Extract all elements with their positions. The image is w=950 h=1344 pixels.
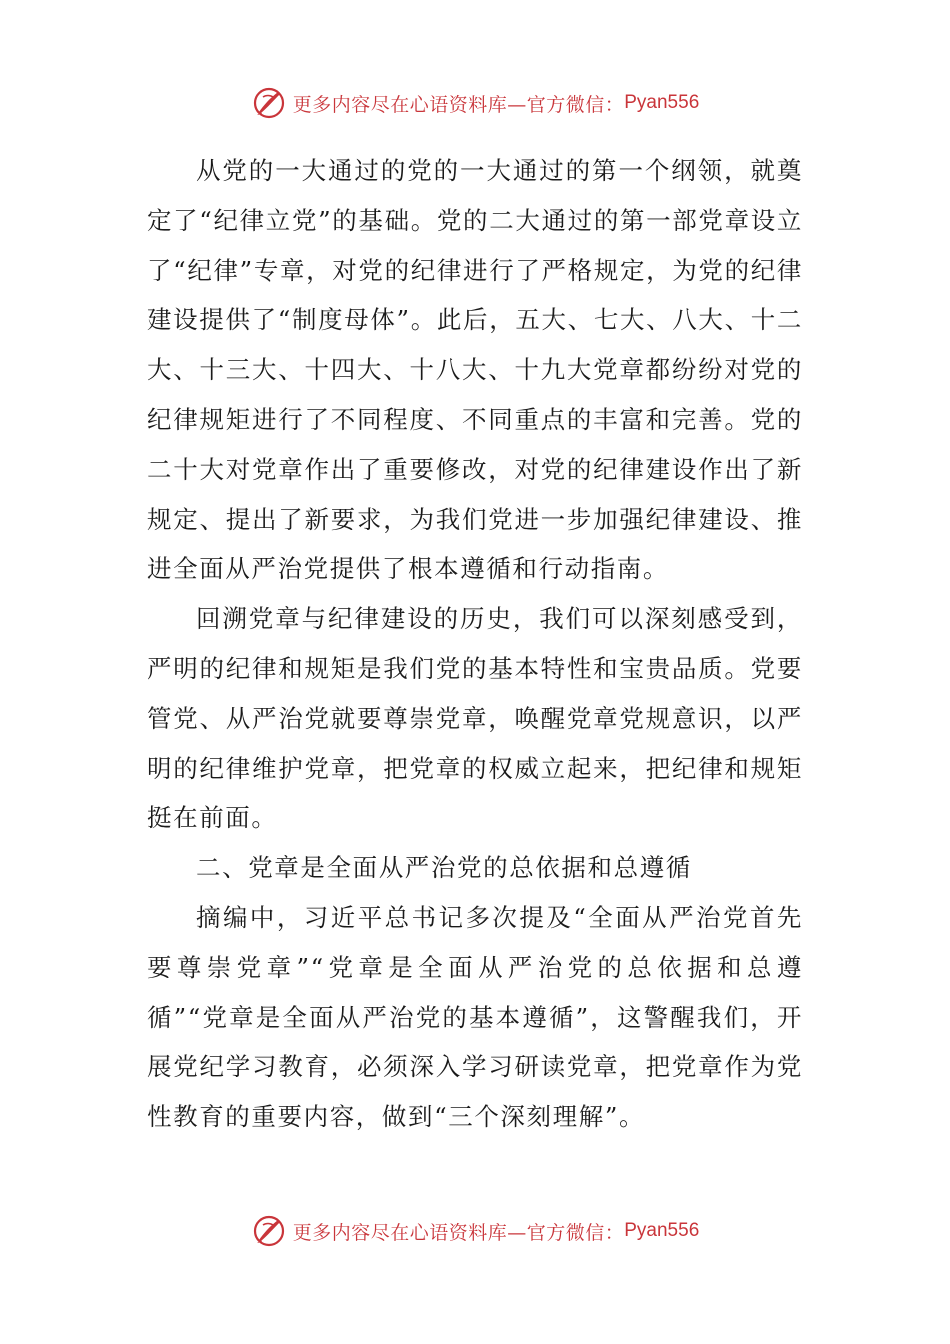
pen-circle-logo-icon	[251, 1213, 287, 1249]
paragraph-2: 回溯党章与纪律建设的历史，我们可以深刻感受到，严明的纪律和规矩是我们党的基本特性和宝贵品质。党要管党、从严治党就要尊崇党章，唤醒党章党规意识，以严明的纪律维护党章，把党章的权威立起来，把纪律和规矩挺在前面。	[147, 604, 803, 833]
watermark-text: 更多内容尽在心语资料库—官方微信：	[292, 93, 625, 116]
paragraph-3: 摘编中，习近平总书记多次提及“全面从严治党首先要尊崇党章”“党章是全面从严治党的总依据和总遵循”“党章是全面从严治党的基本遵循”，这警醒我们，开展党纪学习教育，必须深入学习研读党章，把党章作为党性教育的重要内容，做到“三个深刻理解”。	[147, 902, 803, 1132]
document-body	[147, 146, 803, 1142]
paragraph-1: 从党的一大通过的党的一大通过的第一个纲领，就奠定了“纪律立党”的基础。党的二大通过的第一部党章设立了“纪律”专章，对党的纪律进行了严格规定，为党的纪律建设提供了“制度母体”。此后，五大、七大、八大、十二大、十三大、十四大、十八大、十九大党章都纷纷对党的纪律规矩进行了不同程度、不同重点的丰富和完善。党的二十大对党章作出了重要修改，对党的纪律建设作出了新规定、提出了新要求，为我们党进一步加强纪律建设、推进全面从严治党提供了根本遵循和行动指南。	[147, 156, 803, 584]
pen-circle-logo-icon	[251, 85, 287, 121]
header-watermark	[0, 83, 950, 123]
watermark-wechat-id: Pyan556	[624, 92, 700, 113]
watermark-text: 更多内容尽在心语资料库—官方微信：	[292, 1221, 625, 1244]
watermark-wechat-id: Pyan556	[624, 1220, 700, 1241]
footer-watermark	[0, 1211, 950, 1251]
section-heading: 二、党章是全面从严治党的总依据和总遵循	[196, 853, 692, 883]
